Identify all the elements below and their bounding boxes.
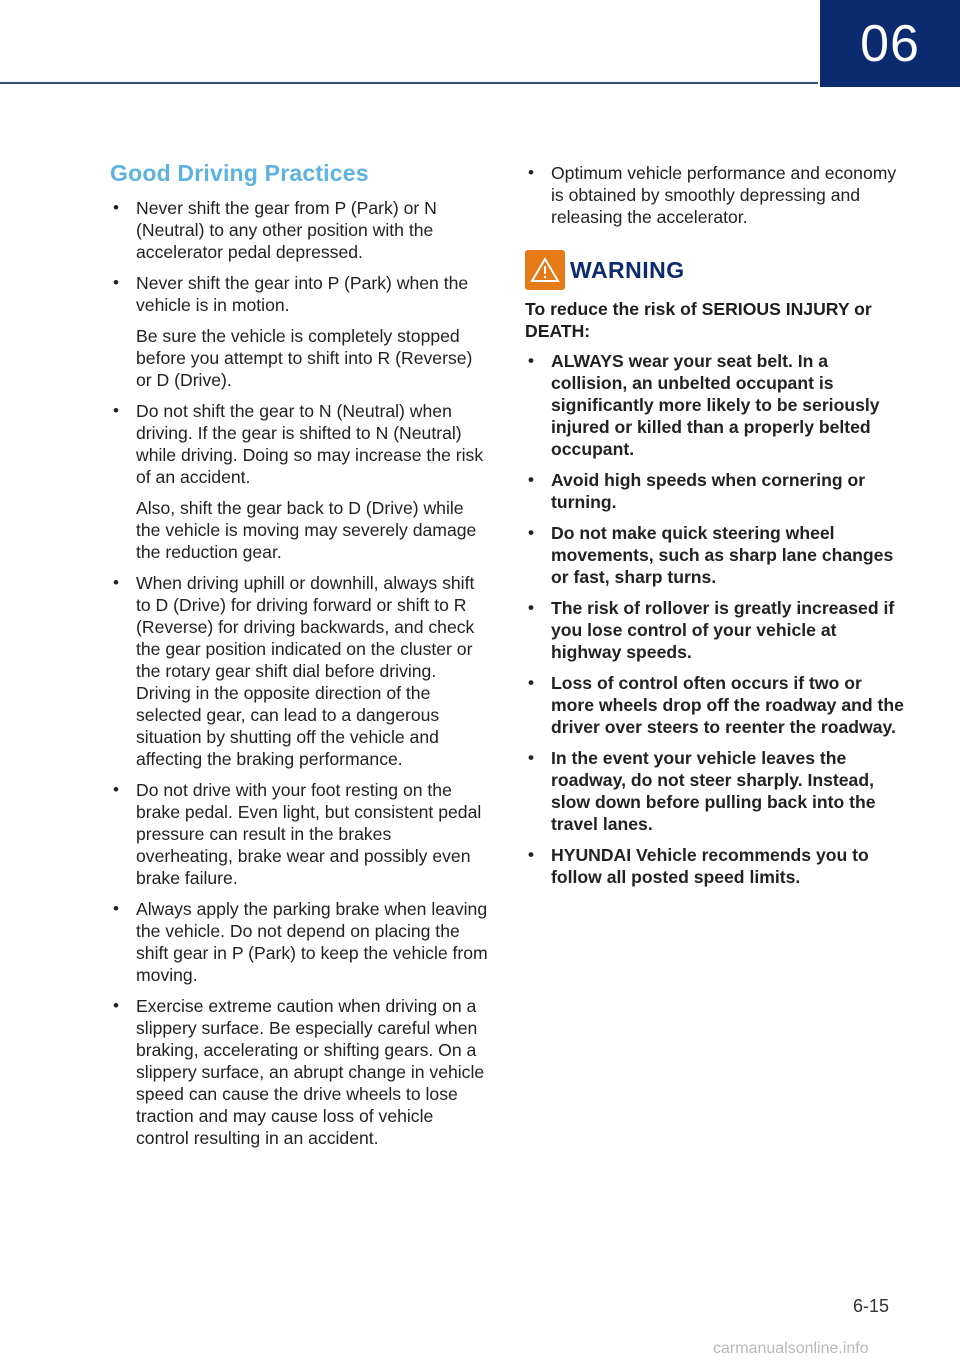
- warning-item-text: Loss of control often occurs if two or more wheels drop off the roadway and the driver over steers to reenter the roadway.: [551, 673, 904, 737]
- warning-item-text: Avoid high speeds when cornering or turning.: [551, 470, 866, 512]
- chapter-tab: [820, 0, 960, 87]
- warning-item: [525, 597, 905, 663]
- warning-item: [525, 469, 905, 513]
- warning-item: [525, 522, 905, 588]
- bullet-icon: •: [528, 163, 534, 182]
- list-item-text: Optimum vehicle performance and economy is obtained by smoothly depressing and releasing the accelerator.: [551, 163, 897, 227]
- warning-item-text: ALWAYS wear your seat belt. In a collision, an unbelted occupant is significantly more likely to be seriously injured or killed than a properly belted occupant.: [551, 351, 880, 459]
- list-item: [110, 400, 490, 563]
- warning-item-text: Do not make quick steering wheel movements, such as sharp lane changes or fast, sharp turns.: [551, 523, 894, 587]
- bullet-icon: •: [113, 198, 119, 217]
- list-item: [110, 572, 490, 770]
- list-item: [525, 162, 905, 228]
- warning-title: WARNING: [570, 256, 685, 283]
- good-driving-list: [110, 197, 490, 1149]
- list-item-text: When driving uphill or downhill, always shift to D (Drive) for driving forward or shift to R (Reverse) for driving backwards, and check the gear position indicated on the cluster or the rotary gear shift dial before driving. Driving in the opposite direction of the selected gear, can lead to a dangerous situation by shutting off the vehicle and affecting the braking performance.: [136, 573, 475, 769]
- warning-item: [525, 672, 905, 738]
- warning-list: [525, 350, 905, 888]
- warning-item: [525, 844, 905, 888]
- bullet-icon: •: [113, 573, 119, 592]
- warning-item: [525, 350, 905, 460]
- bullet-icon: •: [528, 470, 534, 489]
- bullet-icon: •: [113, 780, 119, 799]
- bullet-icon: •: [528, 748, 534, 767]
- list-item-continuation: Be sure the vehicle is completely stopped before you attempt to shift into R (Reverse) or D (Drive).: [136, 326, 473, 390]
- bullet-icon: •: [528, 598, 534, 617]
- header-rule: [0, 82, 818, 84]
- list-item: [110, 779, 490, 889]
- chapter-number: 06: [860, 14, 920, 73]
- right-column: [525, 162, 905, 897]
- good-driving-list-continued: [525, 162, 905, 228]
- section-title: Good Driving Practices: [110, 160, 369, 186]
- left-column: [110, 160, 490, 1158]
- warning-triangle-icon: [525, 250, 565, 290]
- warning-item-text: The risk of rollover is greatly increased if you lose control of your vehicle at highway speeds.: [551, 598, 895, 662]
- warning-item-text: In the event your vehicle leaves the roadway, do not steer sharply. Instead, slow down before pulling back into the travel lanes.: [551, 748, 876, 834]
- bullet-icon: •: [113, 273, 119, 292]
- list-item: [110, 197, 490, 263]
- list-item-text: Never shift the gear from P (Park) or N (Neutral) to any other position with the accelerator pedal depressed.: [136, 198, 437, 262]
- bullet-icon: •: [113, 401, 119, 420]
- watermark: carmanualsonline.info: [713, 1340, 869, 1357]
- bullet-icon: •: [113, 899, 119, 918]
- bullet-icon: •: [528, 351, 534, 370]
- warning-item: [525, 747, 905, 835]
- list-item-text: Exercise extreme caution when driving on a slippery surface. Be especially careful when braking, accelerating or shifting gears. On a slippery surface, an abrupt change in vehicle speed can cause the drive wheels to lose traction and may cause loss of vehicle control resulting in an accident.: [136, 996, 485, 1148]
- page-number: 6-15: [853, 1296, 890, 1316]
- list-item: [110, 898, 490, 986]
- warning-intro: To reduce the risk of SERIOUS INJURY or DEATH:: [525, 299, 872, 341]
- bullet-icon: •: [528, 673, 534, 692]
- bullet-icon: •: [113, 996, 119, 1015]
- list-item-continuation: Also, shift the gear back to D (Drive) while the vehicle is moving may severely damage the reduction gear.: [136, 498, 477, 562]
- list-item-text: Do not drive with your foot resting on the brake pedal. Even light, but consistent pedal pressure can result in the brakes overheating, brake wear and possibly even brake failure.: [136, 780, 482, 888]
- warning-header: [525, 250, 905, 290]
- list-item: [110, 995, 490, 1149]
- warning-item-text: HYUNDAI Vehicle recommends you to follow all posted speed limits.: [551, 845, 869, 887]
- bullet-icon: •: [528, 523, 534, 542]
- bullet-icon: •: [528, 845, 534, 864]
- list-item: [110, 272, 490, 391]
- list-item-text: Never shift the gear into P (Park) when the vehicle is in motion.: [136, 273, 469, 315]
- list-item-text: Always apply the parking brake when leaving the vehicle. Do not depend on placing the shift gear in P (Park) to keep the vehicle from moving.: [136, 899, 488, 985]
- list-item-text: Do not shift the gear to N (Neutral) when driving. If the gear is shifted to N (Neutral) while driving. Doing so may increase the risk of an accident.: [136, 401, 484, 487]
